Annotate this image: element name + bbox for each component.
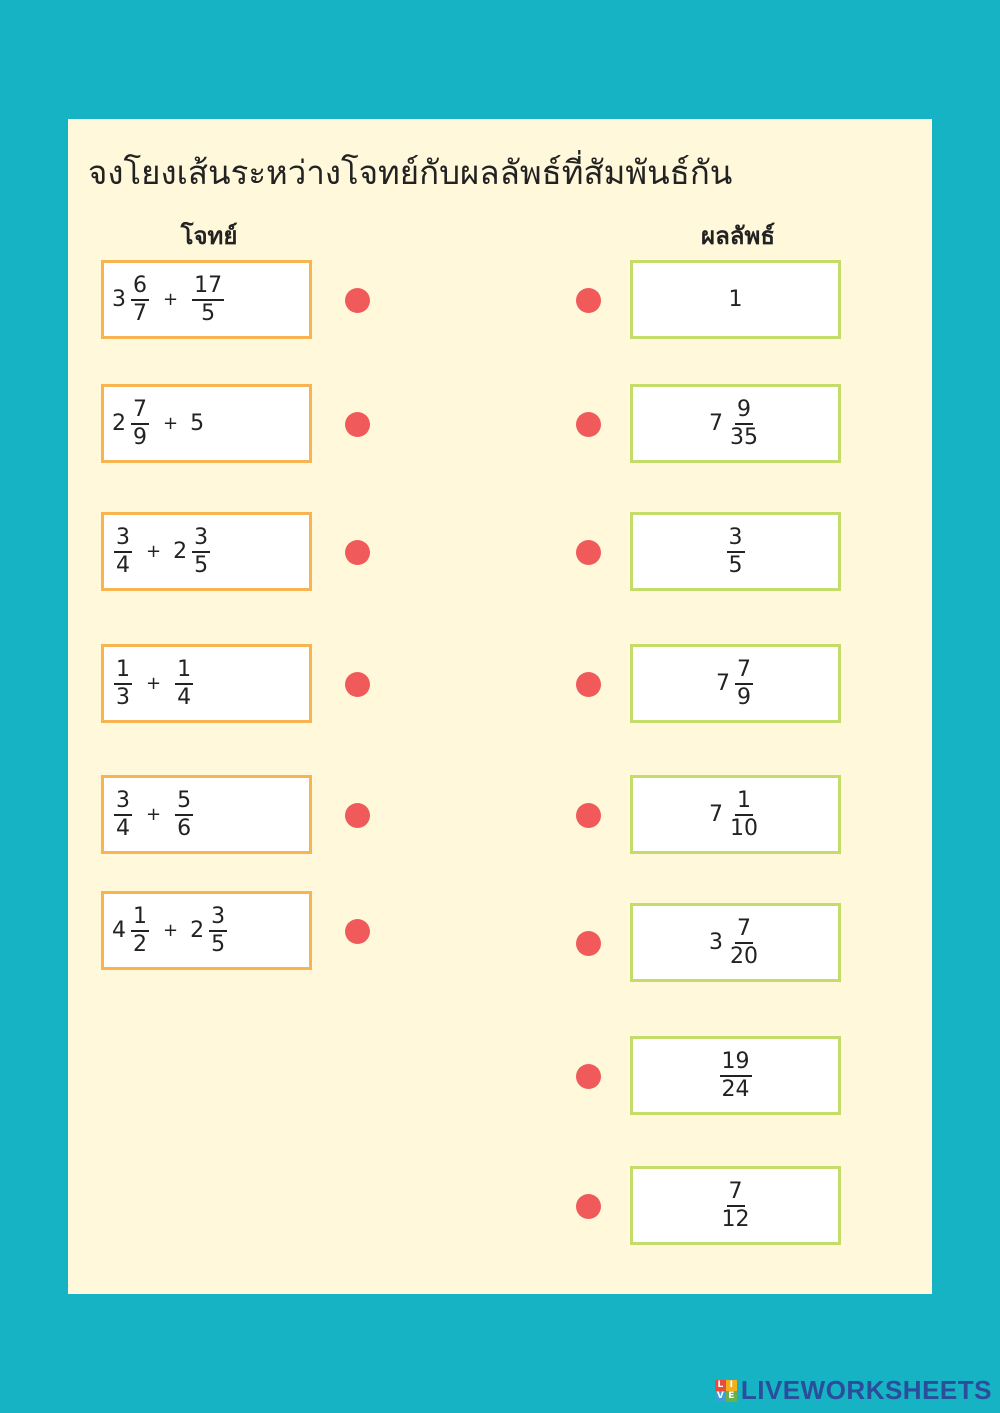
whole-number: 7 bbox=[716, 671, 730, 696]
numerator: 3 bbox=[727, 526, 745, 552]
answer-box-5 bbox=[630, 775, 841, 854]
fraction bbox=[114, 526, 132, 576]
question-connector-dot-2[interactable] bbox=[345, 412, 370, 437]
logo-badge-icon: L I V E bbox=[715, 1380, 737, 1402]
operator: + bbox=[146, 804, 162, 825]
denominator: 9 bbox=[737, 684, 751, 710]
numerator: 7 bbox=[131, 398, 149, 424]
answers-header: ผลลัพธ์ bbox=[701, 222, 775, 250]
numerator: 7 bbox=[735, 658, 753, 684]
operator: + bbox=[163, 289, 179, 310]
question-box-2 bbox=[101, 384, 312, 463]
numerator: 1 bbox=[131, 905, 149, 931]
answer-box-8 bbox=[630, 1166, 841, 1245]
worksheet-title: จงโยงเส้นระหว่างโจทย์กับผลลัพธ์ที่สัมพันธ์กัน bbox=[88, 153, 733, 192]
whole-number: 2 bbox=[173, 539, 188, 564]
denominator: 20 bbox=[730, 943, 758, 969]
operator: + bbox=[163, 920, 179, 941]
denominator: 12 bbox=[721, 1206, 750, 1232]
answer-box-4 bbox=[630, 644, 841, 723]
numerator: 3 bbox=[114, 789, 132, 815]
denominator: 2 bbox=[133, 931, 147, 957]
denominator: 5 bbox=[201, 300, 216, 326]
liveworksheets-logo bbox=[715, 1375, 992, 1406]
question-connector-dot-6[interactable] bbox=[345, 919, 370, 944]
operator: + bbox=[163, 413, 179, 434]
answer-connector-dot-1[interactable] bbox=[576, 288, 601, 313]
answer-connector-dot-7[interactable] bbox=[576, 1064, 601, 1089]
numerator: 1 bbox=[735, 789, 753, 815]
question-connector-dot-5[interactable] bbox=[345, 803, 370, 828]
question-connector-dot-3[interactable] bbox=[345, 540, 370, 565]
operator: + bbox=[146, 541, 162, 562]
answer-connector-dot-3[interactable] bbox=[576, 540, 601, 565]
denominator: 4 bbox=[177, 684, 192, 710]
whole-number: 2 bbox=[190, 918, 205, 943]
whole-number: 3 bbox=[112, 287, 126, 312]
whole-number: 7 bbox=[709, 802, 723, 827]
question-box-3 bbox=[101, 512, 312, 591]
denominator: 9 bbox=[133, 424, 147, 450]
denominator: 5 bbox=[728, 552, 743, 578]
fraction bbox=[192, 274, 224, 324]
question-box-1 bbox=[101, 260, 312, 339]
answer-box-6 bbox=[630, 903, 841, 982]
denominator: 4 bbox=[116, 552, 130, 578]
answer-connector-dot-5[interactable] bbox=[576, 803, 601, 828]
logo-text: LIVEWORKSHEETS bbox=[740, 1375, 992, 1405]
answer-box-1 bbox=[630, 260, 841, 339]
numerator: 3 bbox=[192, 526, 210, 552]
numerator: 1 bbox=[114, 658, 132, 684]
fraction bbox=[114, 789, 132, 839]
fraction bbox=[209, 905, 227, 955]
fraction bbox=[727, 526, 745, 576]
denominator: 5 bbox=[211, 931, 226, 957]
answer-box-3 bbox=[630, 512, 841, 591]
question-connector-dot-1[interactable] bbox=[345, 288, 370, 313]
fraction bbox=[131, 274, 149, 324]
answer-connector-dot-6[interactable] bbox=[576, 931, 601, 956]
answer-connector-dot-8[interactable] bbox=[576, 1194, 601, 1219]
numerator: 5 bbox=[175, 789, 193, 815]
whole-number: 7 bbox=[709, 411, 723, 436]
fraction bbox=[720, 1050, 752, 1100]
number: 5 bbox=[190, 411, 205, 436]
numerator: 3 bbox=[114, 526, 132, 552]
question-box-4 bbox=[101, 644, 312, 723]
numerator: 17 bbox=[192, 274, 224, 300]
numerator: 3 bbox=[209, 905, 227, 931]
whole-number: 2 bbox=[112, 411, 126, 436]
number: 1 bbox=[728, 287, 743, 312]
fraction bbox=[728, 789, 760, 839]
fraction bbox=[728, 917, 760, 967]
fraction bbox=[728, 398, 760, 448]
whole-number: 4 bbox=[112, 918, 126, 943]
numerator: 7 bbox=[735, 917, 753, 943]
fraction bbox=[131, 905, 149, 955]
fraction bbox=[114, 658, 132, 708]
numerator: 7 bbox=[727, 1180, 745, 1206]
fraction bbox=[175, 789, 193, 839]
fraction bbox=[131, 398, 149, 448]
whole-number: 3 bbox=[709, 930, 723, 955]
fraction bbox=[735, 658, 753, 708]
fraction bbox=[175, 658, 193, 708]
answer-box-7 bbox=[630, 1036, 841, 1115]
fraction bbox=[192, 526, 210, 576]
operator: + bbox=[146, 673, 162, 694]
question-box-5 bbox=[101, 775, 312, 854]
numerator: 6 bbox=[131, 274, 149, 300]
answer-connector-dot-4[interactable] bbox=[576, 672, 601, 697]
questions-header: โจทย์ bbox=[180, 222, 238, 250]
denominator: 35 bbox=[730, 424, 758, 450]
numerator: 9 bbox=[735, 398, 753, 424]
numerator: 1 bbox=[175, 658, 193, 684]
question-box-6 bbox=[101, 891, 312, 970]
denominator: 3 bbox=[116, 684, 130, 710]
denominator: 7 bbox=[133, 300, 147, 326]
numerator: 19 bbox=[720, 1050, 752, 1076]
denominator: 4 bbox=[116, 815, 130, 841]
denominator: 10 bbox=[730, 815, 758, 841]
fraction bbox=[720, 1180, 752, 1230]
answer-connector-dot-2[interactable] bbox=[576, 412, 601, 437]
denominator: 6 bbox=[177, 815, 192, 841]
denominator: 24 bbox=[721, 1076, 750, 1102]
question-connector-dot-4[interactable] bbox=[345, 672, 370, 697]
denominator: 5 bbox=[194, 552, 209, 578]
answer-box-2 bbox=[630, 384, 841, 463]
